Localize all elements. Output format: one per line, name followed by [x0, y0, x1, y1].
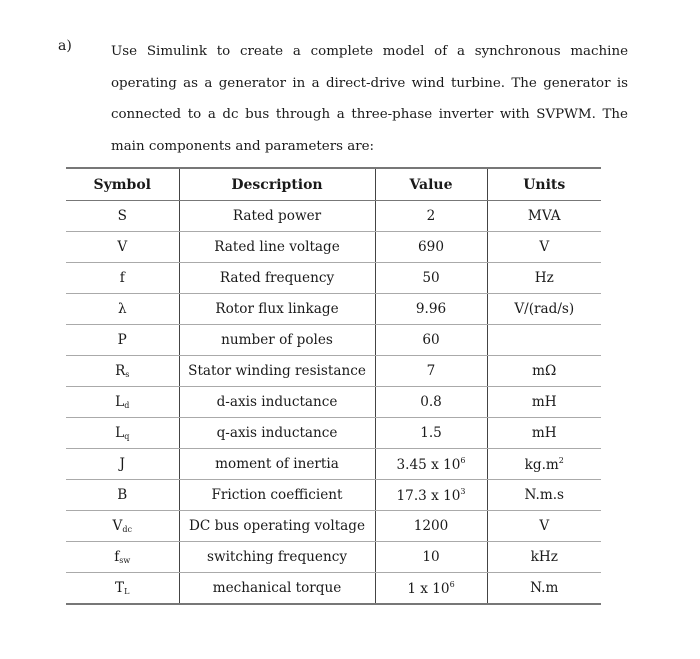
symbol-cell: V — [66, 232, 179, 263]
header-symbol: Symbol — [66, 168, 179, 201]
table-row — [66, 325, 601, 356]
description-cell: Stator winding resistance — [179, 356, 375, 387]
units-cell: MVA — [487, 201, 601, 232]
symbol-cell: $L_d$ — [66, 387, 179, 418]
units-cell: mΩ — [487, 356, 601, 387]
symbol-cell: S — [66, 201, 179, 232]
units-cell: kHz — [487, 542, 601, 573]
value-cell: 7 — [375, 356, 487, 387]
description-cell: DC bus operating voltage — [179, 511, 375, 542]
units-cell: $kg.m^2$ — [487, 449, 601, 480]
units-cell: V/(rad/s) — [487, 294, 601, 325]
table-row — [66, 418, 601, 449]
value-cell: 50 — [375, 263, 487, 294]
description-cell: moment of inertia — [179, 449, 375, 480]
value-cell: 1.5 — [375, 418, 487, 449]
question-text: Use Simulink to create a complete model of a synchronous machine operating as a generator in a direct-drive wind turbine. The generator is connected to a dc bus through a three-phase inverter with SVPWM. The main components and parameters are: — [111, 44, 628, 154]
symbol-cell: J — [66, 449, 179, 480]
table-row — [66, 232, 601, 263]
symbol-cell: $R_s$ — [66, 356, 179, 387]
table-body — [66, 201, 601, 605]
table-row — [66, 449, 601, 480]
description-cell: switching frequency — [179, 542, 375, 573]
table-row — [66, 387, 601, 418]
value-cell: 9.96 — [375, 294, 487, 325]
value-cell: 0.8 — [375, 387, 487, 418]
units-cell: N.m — [487, 573, 601, 605]
table-row — [66, 356, 601, 387]
symbol-cell: λ — [66, 294, 179, 325]
table-row — [66, 542, 601, 573]
header-value: Value — [375, 168, 487, 201]
description-cell: Rated power — [179, 201, 375, 232]
units-cell: V — [487, 511, 601, 542]
symbol-cell: $T_L$ — [66, 573, 179, 605]
symbol-cell: $V_{dc}$ — [66, 511, 179, 542]
table-row — [66, 263, 601, 294]
symbol-cell: $f_{sw}$ — [66, 542, 179, 573]
units-cell: V — [487, 232, 601, 263]
value-cell: 10 — [375, 542, 487, 573]
value-cell: 17.3 x $10^3$ — [375, 480, 487, 511]
description-cell: number of poles — [179, 325, 375, 356]
units-cell — [487, 325, 601, 356]
description-cell: Rated line voltage — [179, 232, 375, 263]
description-cell: Rated frequency — [179, 263, 375, 294]
header-description: Description — [179, 168, 375, 201]
units-cell: Hz — [487, 263, 601, 294]
units-cell: mH — [487, 387, 601, 418]
table-row — [66, 573, 601, 605]
table-row — [66, 480, 601, 511]
description-cell: q-axis inductance — [179, 418, 375, 449]
header-units: Units — [487, 168, 601, 201]
symbol-cell: P — [66, 325, 179, 356]
symbol-cell: B — [66, 480, 179, 511]
table-row — [66, 511, 601, 542]
description-cell: mechanical torque — [179, 573, 375, 605]
value-cell: 60 — [375, 325, 487, 356]
table-header-row — [66, 168, 601, 201]
value-cell: 1 x $10^6$ — [375, 573, 487, 605]
description-cell: Rotor flux linkage — [179, 294, 375, 325]
value-cell: 690 — [375, 232, 487, 263]
table-row — [66, 294, 601, 325]
symbol-cell: f — [66, 263, 179, 294]
question-label: a) — [58, 38, 72, 54]
value-cell: 1200 — [375, 511, 487, 542]
value-cell: 3.45 x $10^6$ — [375, 449, 487, 480]
units-cell: N.m.s — [487, 480, 601, 511]
value-cell: 2 — [375, 201, 487, 232]
parameters-table — [66, 167, 601, 605]
units-cell: mH — [487, 418, 601, 449]
description-cell: d-axis inductance — [179, 387, 375, 418]
table-row — [66, 201, 601, 232]
description-cell: Friction coefficient — [179, 480, 375, 511]
symbol-cell: $L_q$ — [66, 418, 179, 449]
